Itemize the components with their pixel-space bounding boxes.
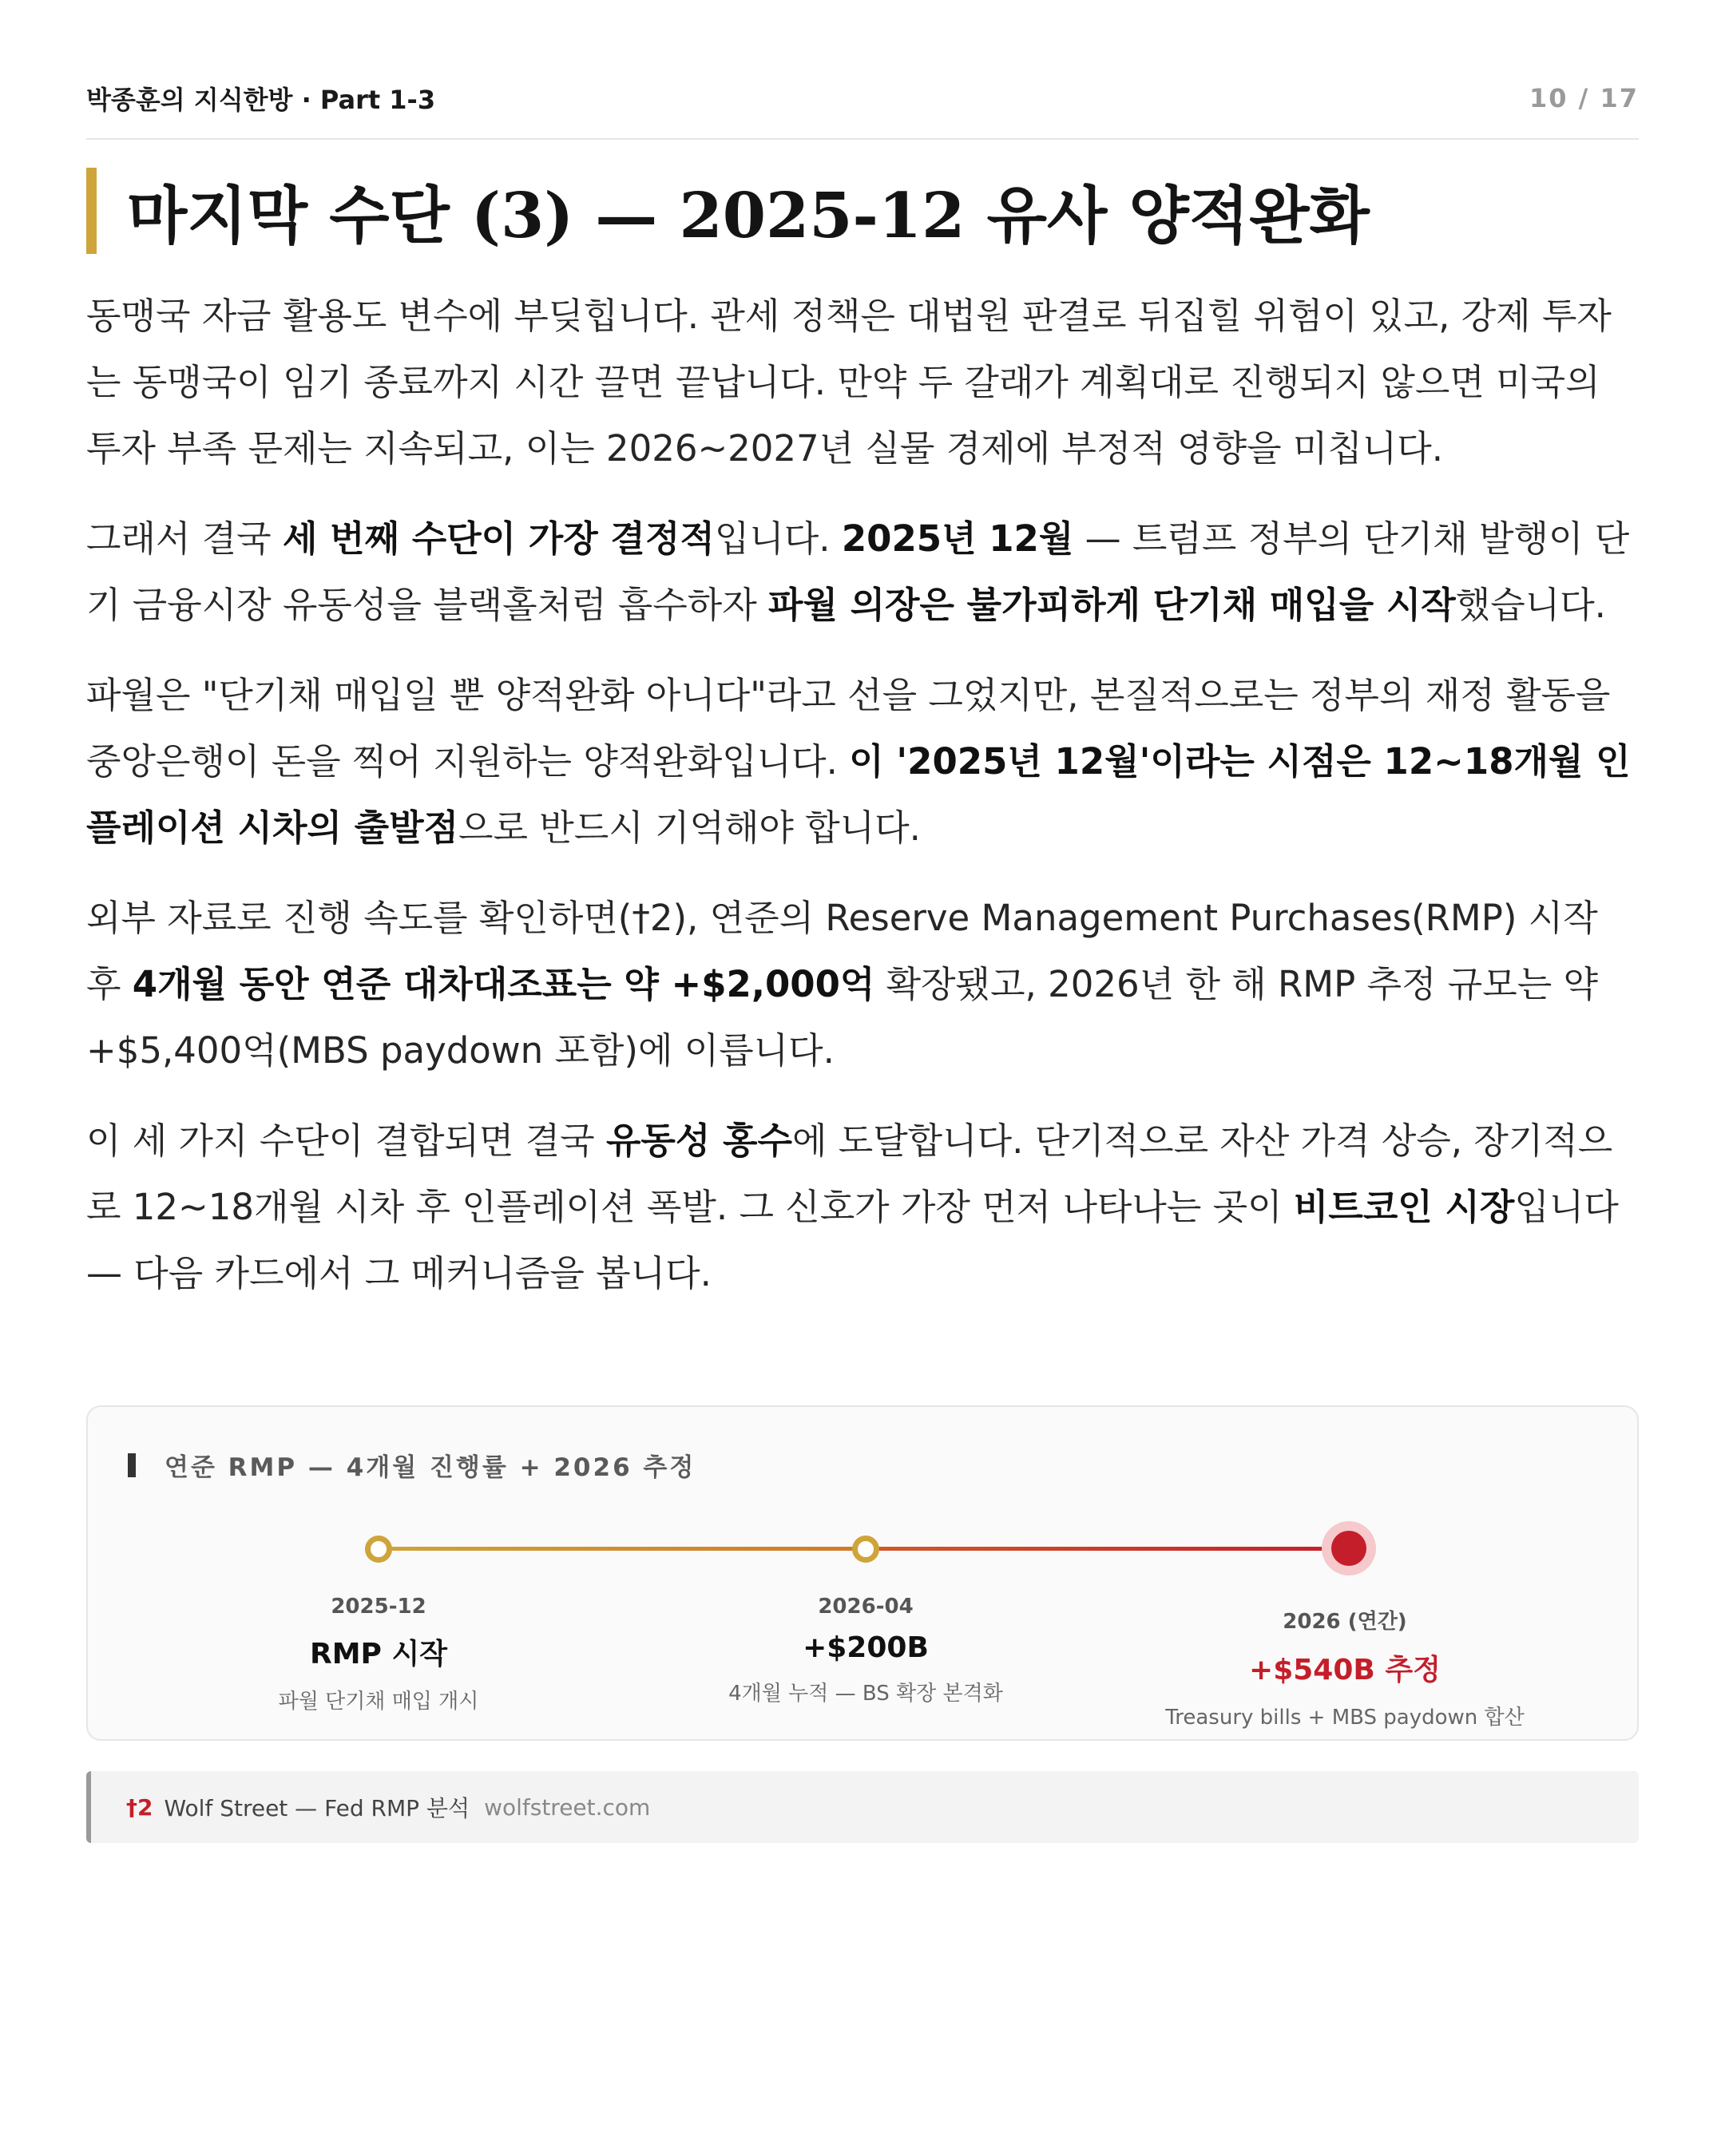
paragraph-text: 입니다 — 다음 카드에서 그 메커니즘을 봅니다.: [86, 1186, 1619, 1294]
paragraph: [86, 662, 1639, 861]
article-body: [86, 283, 1639, 1330]
stage-description: 4개월 누적 — BS 확장 본격화: [728, 1682, 1003, 1706]
stage-date: 2026-04: [818, 1595, 914, 1619]
paragraph: [86, 885, 1639, 1084]
paragraph-text: 확장됐고, 2026년 한 해 RMP 추정 규모는 약 +$5,400억(MBS paydown 포함)에 이릅니다.: [86, 963, 1598, 1072]
brand-part: · Part 1-3: [292, 85, 436, 115]
paragraph-text: 했습니다.: [1455, 584, 1606, 626]
brand-name: 박종훈의 지식한방: [86, 85, 293, 115]
timeline-stage-2: [626, 1595, 1105, 1706]
paragraph-text: 파월은 "단기채 매입일 뿐 양적완화 아니다"라고 선을 그었지만, 본질적으로는 정부의 재정 활동을 중앙은행이 돈을 찍어 지원하는 양적완화입니다.: [86, 674, 1611, 783]
paragraph-text: 외부 자료로 진행 속도를 확인하면(†2), 연준의 Reserve Management Purchases(RMP) 시작 후: [86, 897, 1598, 1005]
stage-description: Treasury bills + MBS paydown 합산: [1165, 1706, 1525, 1730]
title-block: [86, 168, 1370, 254]
paragraph-text: 그래서 결국: [86, 517, 283, 560]
stage-description: 파월 단기채 매입 개시: [278, 1690, 479, 1714]
page-number: 10 / 17: [1529, 83, 1639, 113]
footnote: [86, 1771, 1639, 1843]
timeline-stage-1: [139, 1595, 618, 1714]
paragraph-text: 으로 반드시 기억해야 합니다.: [458, 807, 921, 849]
emphasis-text: 파월 의장은 불가피하게 단기채 매입을 시작: [767, 584, 1456, 626]
stage-value: RMP 시작: [309, 1638, 447, 1671]
emphasis-text: 이 '2025년 12월'이라는 시점은 12~18개월 인플레이션 시차의 출발점: [86, 740, 1631, 849]
timeline-track-segment: [379, 1547, 866, 1551]
timeline-dot-start: [365, 1536, 392, 1563]
paragraph-text: — 트럼프 정부의 단기채 발행이 단기 금융시장 유동성을 블랙홀처럼 흡수하자: [86, 517, 1630, 626]
title-accent-bar: [86, 168, 97, 254]
header: [86, 77, 1639, 120]
header-divider: [86, 138, 1639, 140]
stage-value: +$200B: [803, 1631, 929, 1664]
paragraph: [86, 505, 1639, 638]
footnote-mark: †2: [126, 1793, 153, 1821]
page-title: 마지막 수단 (3) — 2025-12 유사 양적완화: [127, 180, 1370, 252]
stage-date: 2026 (연간): [1283, 1610, 1407, 1634]
emphasis-text: 유동성 홍수: [605, 1120, 792, 1162]
timeline-dot-mid: [852, 1536, 879, 1563]
timeline-stage-3: [1105, 1605, 1584, 1730]
brand: [86, 80, 435, 117]
paragraph-text: 동맹국 자금 활용도 변수에 부딪힙니다. 관세 정책은 대법원 판결로 뒤집힐 위험이 있고, 강제 투자는 동맹국이 임기 종료까지 시간 끌면 끝납니다. 만약 두 갈래가 계획대로 진행되지 않으면 미국의 투자 부족 문제는 지속되고, 이는 2026~2027년 실물 경제에 부정적 영향을 미칩니다.: [86, 295, 1612, 470]
paragraph: [86, 1108, 1639, 1306]
emphasis-text: 4개월 동안 연준 대차대조표는 약 +$2,000억: [132, 963, 875, 1005]
timeline-track-segment: [866, 1547, 1354, 1551]
stage-value: +$540B 추정: [1249, 1654, 1441, 1686]
emphasis-text: 비트코인 시장: [1293, 1186, 1515, 1228]
emphasis-text: 세 번째 수단이 가장 결정적: [282, 517, 715, 560]
paragraph-text: 이 세 가지 수단이 결합되면 결국: [86, 1120, 606, 1162]
paragraph: [86, 283, 1639, 482]
timeline-title: 연준 RMP — 4개월 진행률 + 2026 추정: [165, 1453, 696, 1482]
footnote-link[interactable]: wolfstreet.com: [484, 1793, 651, 1821]
timeline-dot-end: [1331, 1531, 1366, 1566]
timeline-header: [128, 1447, 696, 1483]
emphasis-text: 2025년 12월: [841, 517, 1074, 560]
stage-date: 2025-12: [331, 1595, 426, 1619]
paragraph-text: 에 도달합니다. 단기적으로 자산 가격 상승, 장기적으로 12~18개월 시차 후 인플레이션 폭발. 그 신호가 가장 먼저 나타나는 곳이: [86, 1120, 1613, 1228]
footnote-source: Wolf Street — Fed RMP 분석: [164, 1795, 470, 1821]
timeline-header-bar: [128, 1453, 136, 1477]
paragraph-text: 입니다.: [714, 517, 842, 560]
timeline-card: [86, 1405, 1639, 1741]
